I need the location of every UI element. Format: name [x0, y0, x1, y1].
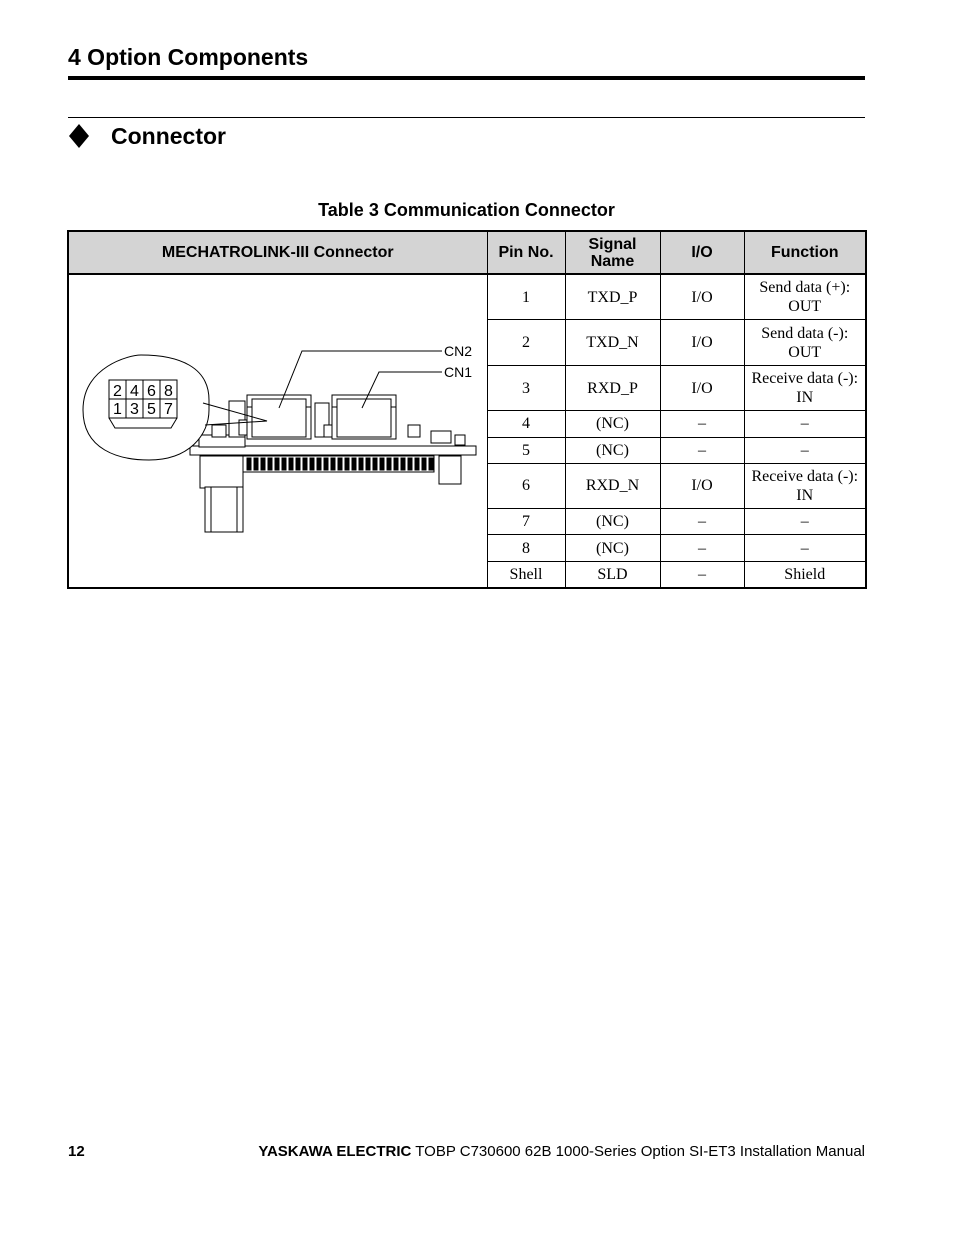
footer-manual-title	[258, 1143, 865, 1160]
function-cell: –	[744, 411, 866, 437]
pin-cell: 1	[487, 274, 565, 320]
io-cell: –	[660, 561, 744, 588]
mechatrolink-connector-diagram	[69, 275, 486, 587]
io-cell: –	[660, 509, 744, 535]
table-header-row	[68, 231, 866, 274]
section-heading	[68, 122, 226, 150]
io-cell: I/O	[660, 320, 744, 365]
header-io: I/O	[660, 231, 744, 274]
header-signal-name: Signal Name	[565, 231, 660, 274]
pin-cell: 5	[487, 437, 565, 463]
pin-cell: 4	[487, 411, 565, 437]
signal-cell: TXD_P	[565, 274, 660, 320]
function-cell: Send data (+): OUT	[744, 274, 866, 320]
function-cell: Shield	[744, 561, 866, 588]
diamond-bullet-icon	[68, 122, 90, 150]
io-cell: –	[660, 411, 744, 437]
connector-diagram-cell	[68, 274, 487, 588]
signal-cell: (NC)	[565, 411, 660, 437]
function-cell: –	[744, 509, 866, 535]
pin-label: 8	[164, 383, 173, 400]
footer-title: TOBP C730600 62B 1000-Series Option SI-ET3 Installation Manual	[411, 1143, 865, 1160]
pin-cell: 6	[487, 463, 565, 508]
io-cell: I/O	[660, 365, 744, 410]
section-title: Connector	[111, 122, 226, 149]
pin-cell: 7	[487, 509, 565, 535]
pin-cell: 2	[487, 320, 565, 365]
chapter-title: 4 Option Components	[68, 44, 309, 70]
function-cell: Receive data (-): IN	[744, 365, 866, 410]
header-pin-no: Pin No.	[487, 231, 565, 274]
header-function: Function	[744, 231, 866, 274]
io-cell: –	[660, 535, 744, 561]
pin-label: 4	[130, 383, 139, 400]
function-cell: Receive data (-): IN	[744, 463, 866, 508]
cn2-label: CN2	[444, 343, 473, 359]
pin-cell: 3	[487, 365, 565, 410]
chapter-rule	[68, 76, 865, 80]
pin-label: 5	[147, 401, 156, 418]
pin-label: 3	[130, 401, 139, 418]
function-cell: –	[744, 535, 866, 561]
pin-label: 6	[147, 383, 156, 400]
signal-cell: TXD_N	[565, 320, 660, 365]
signal-cell: (NC)	[565, 509, 660, 535]
cn1-label: CN1	[444, 364, 473, 380]
table-row	[68, 274, 866, 320]
signal-cell: RXD_P	[565, 365, 660, 410]
function-cell: –	[744, 437, 866, 463]
table-caption: Table 3 Communication Connector	[318, 200, 615, 220]
pin-cell: 8	[487, 535, 565, 561]
page-number: 12	[68, 1143, 85, 1160]
function-cell: Send data (-): OUT	[744, 320, 866, 365]
signal-cell: SLD	[565, 561, 660, 588]
signal-cell: (NC)	[565, 535, 660, 561]
io-cell: –	[660, 437, 744, 463]
signal-cell: RXD_N	[565, 463, 660, 508]
pin-label: 7	[164, 401, 173, 418]
io-cell: I/O	[660, 274, 744, 320]
communication-connector-table	[67, 230, 867, 589]
pin-cell: Shell	[487, 561, 565, 588]
footer-brand: YASKAWA ELECTRIC	[258, 1143, 412, 1160]
pin-label: 2	[113, 383, 122, 400]
io-cell: I/O	[660, 463, 744, 508]
header-connector: MECHATROLINK-III Connector	[68, 231, 487, 274]
signal-cell: (NC)	[565, 437, 660, 463]
pin-label: 1	[113, 401, 122, 418]
section-rule	[68, 117, 865, 118]
